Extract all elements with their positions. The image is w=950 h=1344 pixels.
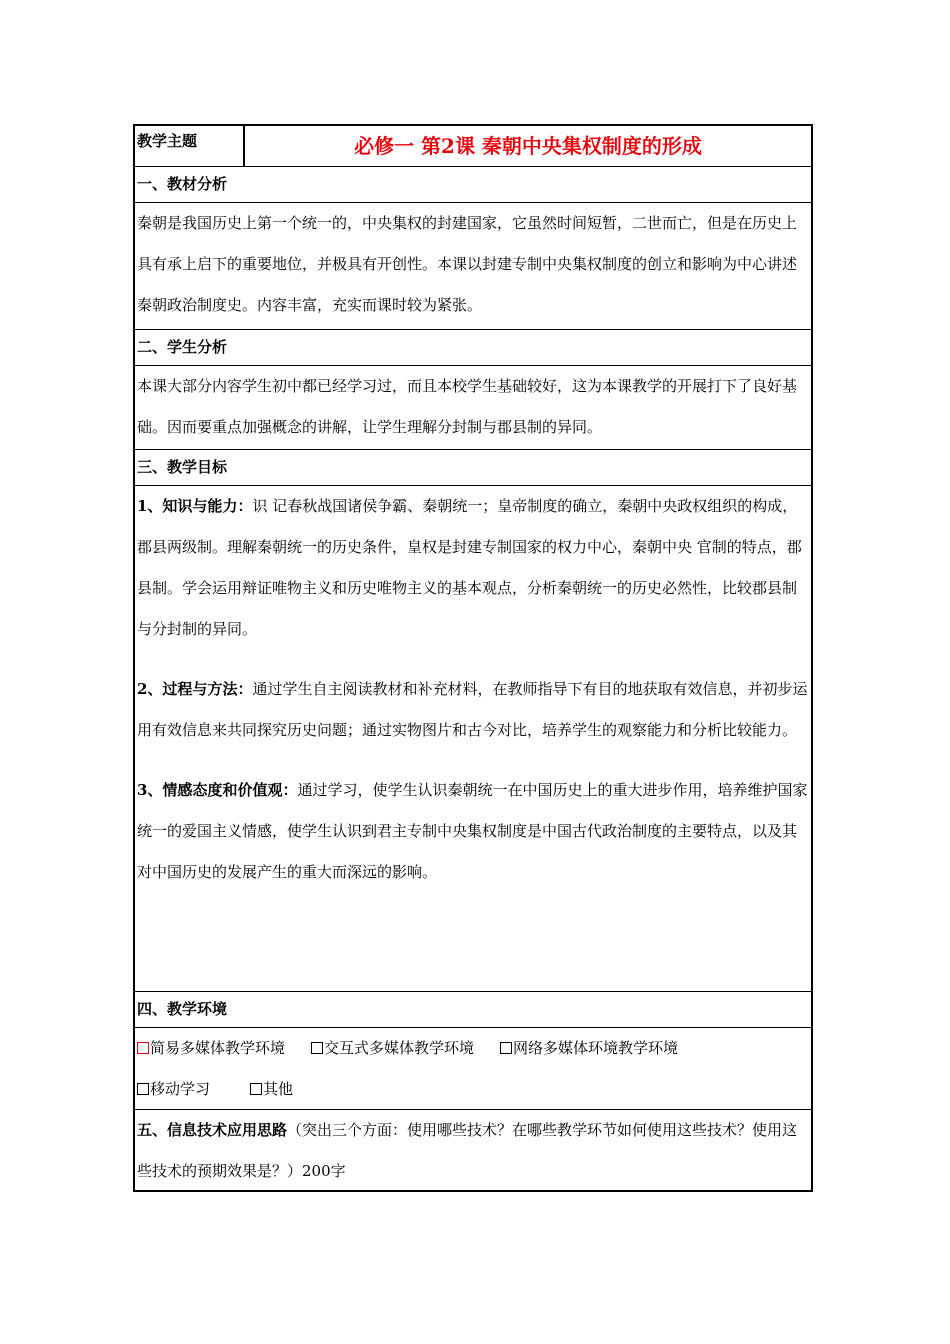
- students-text: 本课大部分内容学生初中都已经学习过，而且本校学生基础较好，这为本课教学的开展打下了良好基础。因而要重点加强概念的讲解，让学生理解分封制与郡县制的异同。: [137, 377, 798, 436]
- students-body: [135, 365, 811, 449]
- analysis-text: 秦朝是我国历史上第一个统一的，中央集权的封建国家，它虽然时间短暂，二世而亡，但是在历史上具有承上启下的重要地位，并极具有开创性。本课以封建专制中央集权制度的创立和影响为中心讲述秦朝政治制度史。内容丰富，充实而课时较为紧张。: [137, 214, 798, 314]
- lesson-title: 必修一 第2课 秦朝中央集权制度的形成: [354, 134, 702, 158]
- checkbox-icon[interactable]: [137, 1042, 149, 1054]
- environment-heading: 四、教学环境: [135, 991, 811, 1027]
- goal-knowledge-label: 1、知识与能力：: [137, 497, 253, 515]
- it-note: （突出三个方面：使用哪些技术？在哪些教学环节如何使用这些技术？使用这些技术的预期效果是？）200字: [137, 1121, 798, 1180]
- it-heading: 五、信息技术应用思路: [137, 1121, 288, 1139]
- it-text: [137, 1110, 809, 1192]
- option-simple-multimedia[interactable]: 简易多媒体教学环境: [137, 1028, 285, 1069]
- analysis-body: [135, 202, 811, 329]
- environment-options-line-1: [137, 1028, 809, 1069]
- checkbox-icon[interactable]: [311, 1042, 323, 1054]
- environment-body: [135, 1027, 811, 1109]
- goals-heading: 三、教学目标: [135, 449, 811, 485]
- checkbox-icon[interactable]: [137, 1083, 149, 1095]
- goal-process-label: 2、过程与方法：: [137, 680, 253, 698]
- checkbox-icon[interactable]: [500, 1042, 512, 1054]
- goal-process-text: 通过学生自主阅读教材和补充材料，在教师指导下有目的地获取有效信息，并初步运用有效信息来共同探究历史问题；通过实物图片和古今对比，培养学生的观察能力和分析比较能力。: [137, 680, 808, 739]
- students-heading: 二、学生分析: [135, 329, 811, 365]
- goal-knowledge-text: 识 记春秋战国诸侯争霸、秦朝统一；皇帝制度的确立，秦朝中央政权组织的构成，郡县两级制。理解秦朝统一的历史条件，皇权是封建专制国家的权力中心，秦朝中央 官制的特点，郡县制。学会运用辩证唯物主义和历史唯物主义的基本观点，分析秦朝统一的历史必然性，比较郡县制与分封制的异同。: [137, 497, 802, 638]
- goal-process: [137, 669, 809, 751]
- option-network-multimedia[interactable]: 网络多媒体环境教学环境: [500, 1028, 678, 1069]
- option-interactive-multimedia[interactable]: 交互式多媒体教学环境: [311, 1028, 474, 1069]
- goal-attitude: [137, 770, 809, 893]
- environment-options-line-2: [137, 1069, 809, 1110]
- it-section: [135, 1109, 811, 1190]
- goal-knowledge: [137, 486, 809, 650]
- goal-attitude-text: 通过学习，使学生认识秦朝统一在中国历史上的重大进步作用，培养维护国家统一的爱国主义情感，使学生认识到君主专制中央集权制度是中国古代政治制度的主要特点，以及其对中国历史的发展产生的重大而深远的影响。: [137, 781, 808, 881]
- lesson-plan-table: [133, 124, 813, 1192]
- goals-body: [135, 485, 811, 991]
- analysis-heading: 一、教材分析: [135, 166, 811, 202]
- goal-attitude-label: 3、情感态度和价值观：: [137, 781, 298, 799]
- topic-label: 教学主题: [135, 126, 245, 166]
- checkbox-icon[interactable]: [250, 1083, 262, 1095]
- topic-row: [135, 126, 811, 166]
- option-other[interactable]: 其他: [250, 1069, 293, 1110]
- option-mobile-learning[interactable]: 移动学习: [137, 1069, 210, 1110]
